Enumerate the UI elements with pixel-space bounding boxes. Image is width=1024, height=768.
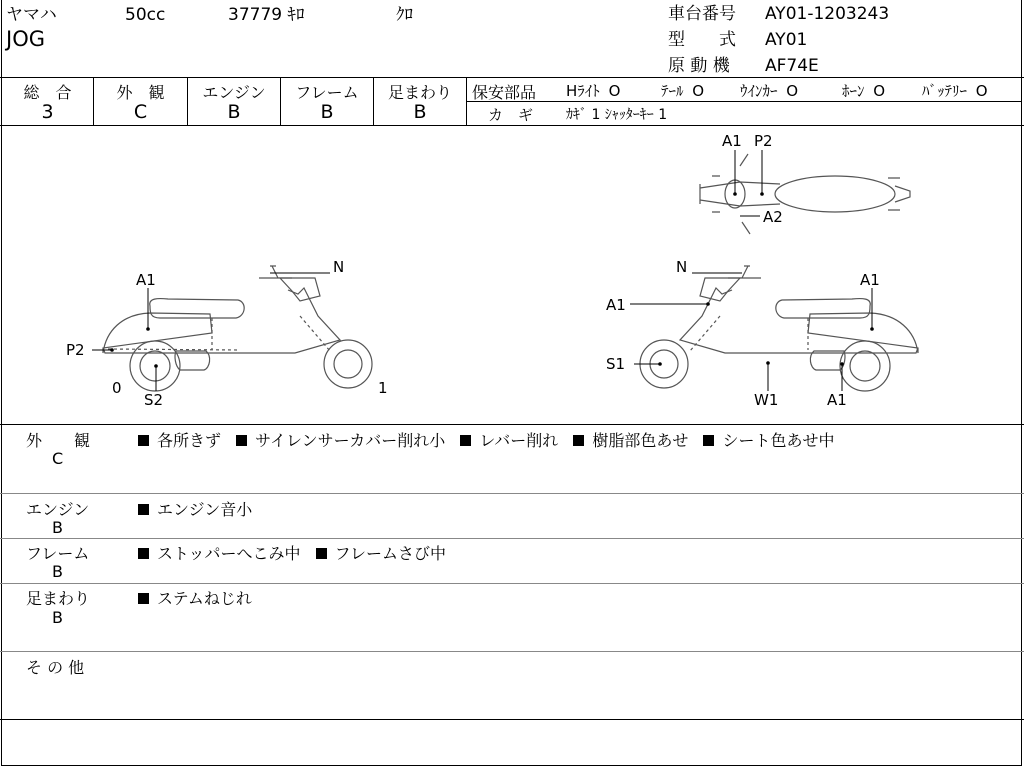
safety-horn: [842, 80, 885, 101]
safety-winker-mark: O: [786, 82, 799, 100]
displacement: 50cc: [125, 5, 166, 25]
safety-battery-name: ﾊﾞｯﾃﾘｰ: [922, 82, 968, 100]
section-suspension-grade: B: [52, 608, 63, 627]
grade-frame-value: B: [320, 101, 334, 123]
top-label-p2: P2: [754, 132, 773, 150]
right-label-a1-front: A1: [606, 296, 626, 314]
safety-winker-name: ｳｲﾝｶｰ: [740, 82, 778, 100]
right-label-n: N: [676, 258, 688, 276]
top-label-a1: A1: [722, 132, 742, 150]
section-frame-label: フレーム: [26, 544, 90, 563]
right-label-w1: W1: [754, 391, 779, 409]
left-label-one: 1: [378, 379, 388, 397]
type-label: 型 式: [668, 30, 736, 50]
safety-headlight-mark: O: [608, 82, 621, 100]
key-value: ｶｷﾞ 1 ｼｬｯﾀｰｷｰ 1: [566, 107, 668, 123]
section-engine-items: エンジン音小: [136, 497, 252, 520]
grade-suspension-label: 足まわり: [387, 83, 452, 102]
section-suspension-items: ステムねじれ: [136, 586, 252, 609]
scooter-diagram: [0, 126, 1024, 426]
engine-label: 原 動 機: [668, 56, 730, 76]
right-label-a1-muffler: A1: [827, 391, 847, 409]
right-label-s1: S1: [606, 355, 626, 373]
type-value: AY01: [765, 30, 808, 50]
left-label-a1: A1: [136, 271, 156, 289]
section-other-label: そ の 他: [26, 658, 85, 677]
safety-headlight: [566, 80, 620, 101]
frame-no: AY01-1203243: [765, 4, 890, 24]
safety-horn-name: ﾎｰﾝ: [842, 82, 865, 100]
mileage: 37779 ｷﾛ: [228, 5, 305, 25]
engine-value: AF74E: [765, 56, 819, 76]
grade-overall-label: 総 合: [23, 83, 72, 102]
grade-engine-value: B: [227, 101, 241, 123]
safety-winker: [740, 80, 798, 101]
left-label-zero: 0: [112, 379, 122, 397]
safety-label: 保安部品: [472, 83, 537, 102]
safety-battery: [922, 80, 988, 101]
grade-frame-label: フレーム: [295, 83, 359, 102]
section-frame-items: ストッパーへこみ中 フレームさび中: [136, 541, 446, 564]
maker: ヤマハ: [6, 5, 57, 25]
section-engine-grade: B: [52, 518, 63, 537]
grade-suspension-value: B: [413, 101, 427, 123]
safety-tail-name: ﾃｰﾙ: [661, 82, 684, 100]
left-label-n: N: [333, 258, 345, 276]
safety-battery-mark: O: [975, 82, 988, 100]
section-frame-grade: B: [52, 562, 63, 581]
key-label: カ ギ: [488, 106, 534, 124]
top-view: [700, 154, 910, 234]
left-label-p2: P2: [66, 341, 85, 359]
grade-engine-label: エンジン: [202, 83, 266, 102]
safety-headlight-name: Hﾗｲﾄ: [566, 82, 600, 100]
frame-no-label: 車台番号: [668, 4, 736, 24]
section-exterior-label: 外 観: [26, 431, 91, 450]
section-engine-label: エンジン: [26, 500, 90, 519]
grade-exterior-label: 外 観: [116, 83, 165, 102]
section-suspension-label: 足まわり: [26, 589, 91, 608]
safety-tail-mark: O: [692, 82, 705, 100]
model-name: JOG: [6, 27, 45, 51]
left-label-s2: S2: [144, 391, 164, 409]
safety-tail: [661, 80, 704, 101]
grade-overall-value: 3: [41, 101, 54, 123]
safety-horn-mark: O: [873, 82, 886, 100]
color: ｸﾛ: [396, 5, 413, 25]
grade-exterior-value: C: [133, 101, 148, 123]
right-label-a1-rear: A1: [860, 271, 880, 289]
top-label-a2: A2: [763, 208, 783, 226]
section-exterior-grade: C: [52, 449, 64, 468]
section-exterior-items: 各所きず サイレンサーカバー削れ小 レバー削れ 樹脂部色あせ シート色あせ中: [136, 428, 834, 451]
